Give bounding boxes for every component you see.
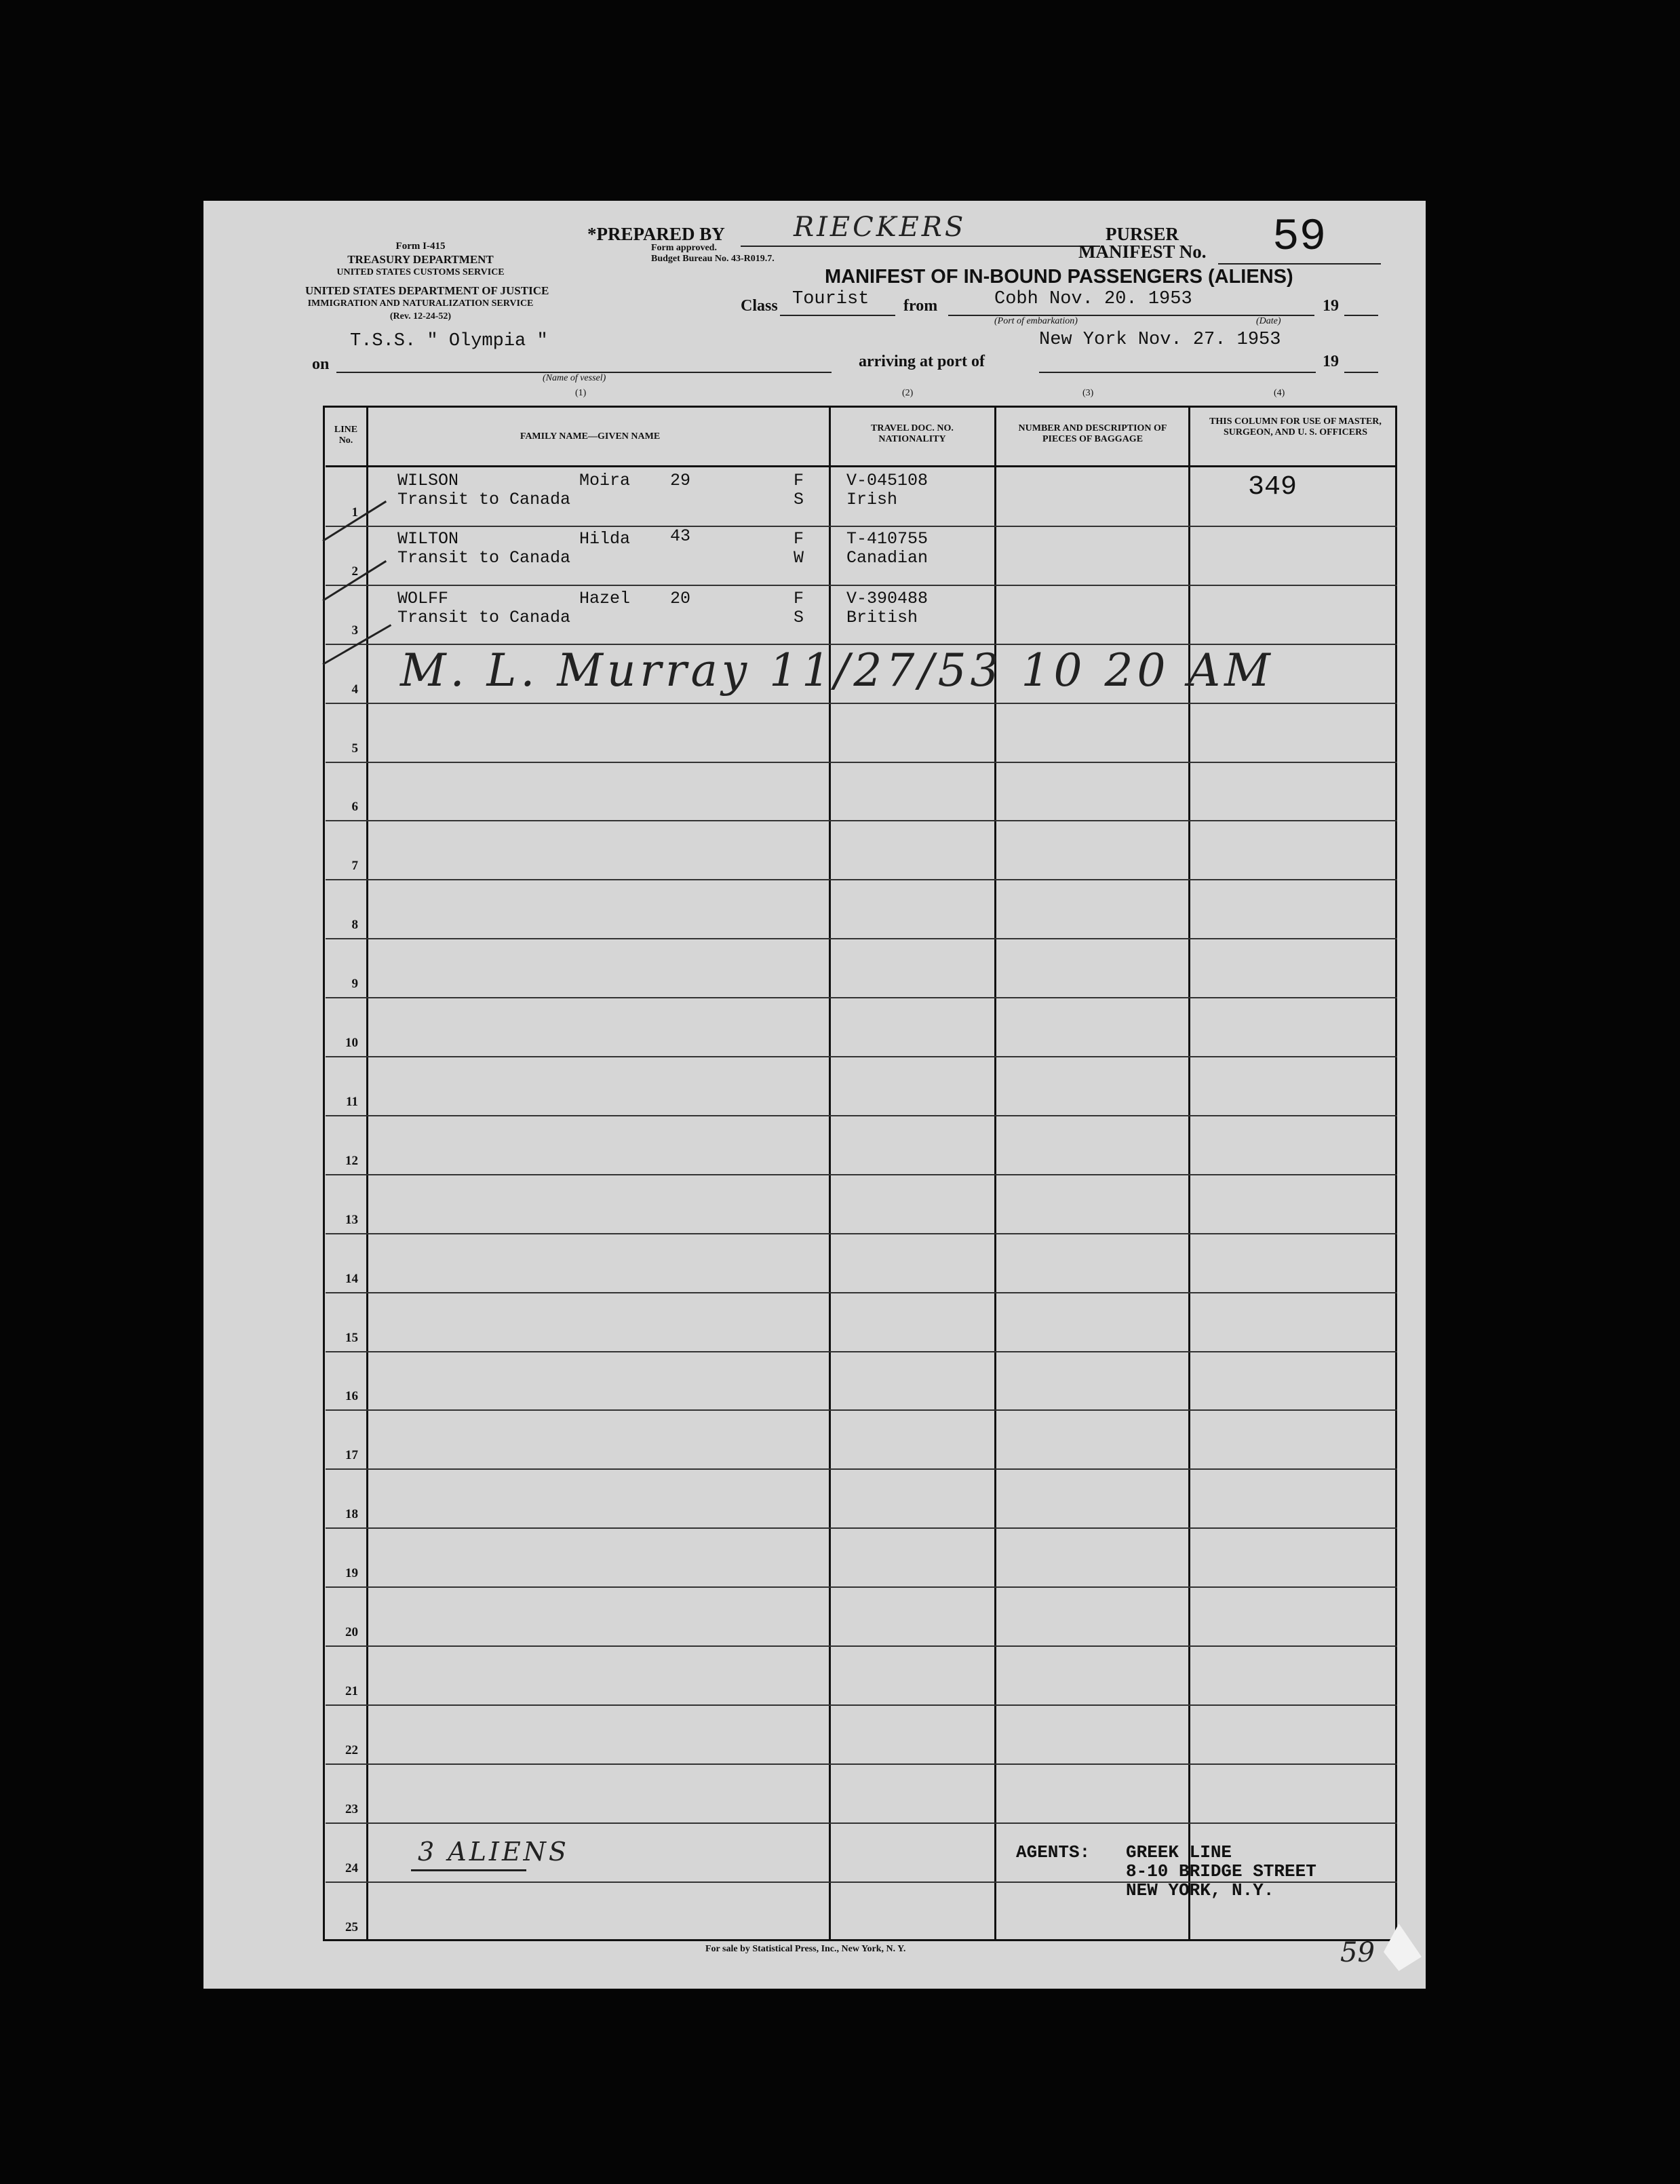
line-number: 15 <box>345 1330 358 1345</box>
line-number: 9 <box>351 977 358 992</box>
passenger-1-sex: F <box>794 471 804 490</box>
agents-line-2: 8-10 BRIDGE STREET <box>1126 1861 1316 1881</box>
row-divider <box>326 938 1397 939</box>
row-divider <box>326 1763 1397 1765</box>
form-revision: (Rev. 12-24-52) <box>389 311 452 321</box>
line-number: 8 <box>351 918 358 933</box>
line-number: 10 <box>345 1036 358 1050</box>
row-divider <box>326 1527 1397 1529</box>
line-number: 12 <box>345 1153 358 1168</box>
passenger-1-family-name: WILSON <box>397 471 459 490</box>
passenger-2-marital-status: W <box>794 548 804 568</box>
prepared-by-label: *PREPARED BY <box>587 224 725 244</box>
line-number: 16 <box>345 1389 358 1404</box>
passenger-2-note: Transit to Canada <box>397 548 571 568</box>
row-divider <box>326 1704 1397 1706</box>
on-label: on <box>312 355 330 373</box>
row-divider <box>326 585 1397 586</box>
row-divider <box>326 1645 1397 1647</box>
passenger-2-family-name: WILTON <box>397 529 459 549</box>
manifest-page <box>203 201 1426 1989</box>
line-number: 20 <box>345 1625 358 1639</box>
line-number: 3 <box>351 623 358 638</box>
row-divider <box>326 526 1397 527</box>
customs-service: UNITED STATES CUSTOMS SERVICE <box>336 267 505 277</box>
arriving-value: New York Nov. 27. 1953 <box>1039 330 1281 350</box>
treasury-department: TREASURY DEPARTMENT <box>347 253 494 266</box>
port-of-embarkation-label: (Port of embarkation) <box>994 316 1078 326</box>
name-of-vessel-label: (Name of vessel) <box>543 373 606 383</box>
col-heading-travel-doc: TRAVEL DOC. NO. NATIONALITY <box>871 423 954 444</box>
col-heading-officers: THIS COLUMN FOR USE OF MASTER, SURGEON, AND U. S. OFFICERS <box>1209 416 1382 437</box>
prepared-by-value: RIECKERS <box>794 212 966 243</box>
passenger-1-marital-status: S <box>794 490 804 509</box>
class-value: Tourist <box>792 289 870 309</box>
row-divider <box>326 703 1397 704</box>
line-number: 4 <box>351 682 358 697</box>
row-divider <box>326 1233 1397 1234</box>
passenger-2-travel-doc: T-410755 <box>846 529 929 549</box>
line-number: 14 <box>345 1271 358 1286</box>
line-number: 17 <box>345 1448 358 1463</box>
row-divider <box>326 1292 1397 1293</box>
line-number: 22 <box>345 1742 358 1757</box>
passenger-2-age: 43 <box>670 526 691 546</box>
passenger-1-given-name: Moira <box>579 471 631 490</box>
manifest-no-underline <box>1218 263 1381 265</box>
line-number: 23 <box>345 1801 358 1816</box>
arriving-label: arriving at port of <box>859 353 985 370</box>
budget-bureau: Budget Bureau No. 43-R019.7. <box>651 254 775 264</box>
col-number-3: (3) <box>1082 388 1094 398</box>
arriving-year: 19 <box>1323 353 1339 370</box>
vessel-name: T.S.S. " Olympia " <box>350 331 548 351</box>
line-number: 11 <box>346 1094 358 1109</box>
manifest-no-label: MANIFEST No. <box>1078 241 1207 262</box>
row-divider <box>326 1056 1397 1057</box>
form-number: Form I-415 <box>395 241 446 252</box>
passenger-2-nationality: Canadian <box>846 548 929 568</box>
row-divider <box>326 1351 1397 1352</box>
row-divider <box>326 1822 1397 1824</box>
officer-number: 349 <box>1248 472 1297 503</box>
passenger-2-given-name: Hilda <box>579 529 631 549</box>
line-number: 2 <box>351 564 358 579</box>
manifest-title: MANIFEST OF IN-BOUND PASSENGERS (ALIENS) <box>825 266 1293 288</box>
department-of-justice: UNITED STATES DEPARTMENT OF JUSTICE <box>305 284 549 297</box>
agents-label: AGENTS: <box>1016 1842 1091 1863</box>
passenger-3-travel-doc: V-390488 <box>846 589 929 608</box>
row-divider <box>326 879 1397 880</box>
col-number-4: (4) <box>1274 388 1285 398</box>
line-number: 18 <box>345 1507 358 1522</box>
row-divider <box>326 762 1397 763</box>
arriving-underline <box>1039 372 1316 373</box>
row-divider <box>326 1468 1397 1470</box>
row-divider <box>326 997 1397 998</box>
line-number: 6 <box>351 800 358 815</box>
passenger-3-nationality: British <box>846 608 918 627</box>
col-number-2: (2) <box>902 388 914 398</box>
passenger-3-marital-status: S <box>794 608 804 627</box>
line-number: 7 <box>351 859 358 874</box>
form-header-block <box>305 240 549 323</box>
col-heading-line-no: LINE No. <box>334 425 358 446</box>
row-divider <box>326 1174 1397 1175</box>
agents-line-1: GREEK LINE <box>1126 1842 1232 1863</box>
from-label: from <box>903 297 938 315</box>
line-number: 1 <box>351 505 358 520</box>
passenger-3-given-name: Hazel <box>579 589 631 608</box>
col-number-1: (1) <box>575 388 587 398</box>
footer-printer: For sale by Statistical Press, Inc., New York, N. Y. <box>705 1944 906 1954</box>
passenger-1-nationality: Irish <box>846 490 898 509</box>
passenger-1-travel-doc: V-045108 <box>846 471 929 490</box>
class-underline <box>780 315 895 316</box>
passenger-3-age: 20 <box>670 589 691 608</box>
line-number: 19 <box>345 1566 358 1581</box>
col-heading-name: FAMILY NAME—GIVEN NAME <box>520 431 661 442</box>
date-label: (Date) <box>1256 316 1281 326</box>
arriving-year-underline <box>1344 372 1378 373</box>
aliens-count: 3 ALIENS <box>418 1837 569 1867</box>
purser-label: PURSER <box>1106 224 1179 244</box>
passenger-3-note: Transit to Canada <box>397 608 571 627</box>
passenger-3-family-name: WOLFF <box>397 589 449 608</box>
from-year-underline <box>1344 315 1378 316</box>
agents-line-3: NEW YORK, N.Y. <box>1126 1880 1274 1900</box>
passenger-3-sex: F <box>794 589 804 608</box>
row-divider <box>326 820 1397 821</box>
corner-number: 59 <box>1340 1937 1375 1968</box>
row-divider <box>326 1115 1397 1116</box>
inspector-signature: M. L. Murray 11/27/53 10 20 AM <box>400 644 1274 697</box>
col-heading-baggage: NUMBER AND DESCRIPTION OF PIECES OF BAGGAGE <box>1018 423 1167 444</box>
line-number: 13 <box>345 1212 358 1227</box>
from-year: 19 <box>1323 297 1339 315</box>
row-divider <box>326 1409 1397 1411</box>
from-value: Cobh Nov. 20. 1953 <box>994 289 1192 309</box>
prepared-by-underline <box>741 246 1100 247</box>
form-approved: Form approved. <box>651 243 717 253</box>
line-number: 5 <box>351 741 358 756</box>
manifest-number: 59 <box>1272 212 1327 262</box>
passenger-2-sex: F <box>794 529 804 549</box>
aliens-underline <box>411 1869 526 1871</box>
immigration-service: IMMIGRATION AND NATURALIZATION SERVICE <box>307 298 534 309</box>
header-row-divider <box>326 465 1397 467</box>
passenger-1-age: 29 <box>670 471 691 490</box>
line-number: 21 <box>345 1683 358 1698</box>
line-number: 24 <box>345 1860 358 1875</box>
row-divider <box>326 1586 1397 1588</box>
passenger-1-note: Transit to Canada <box>397 490 571 509</box>
class-label: Class <box>741 297 778 315</box>
line-number: 25 <box>345 1919 358 1934</box>
